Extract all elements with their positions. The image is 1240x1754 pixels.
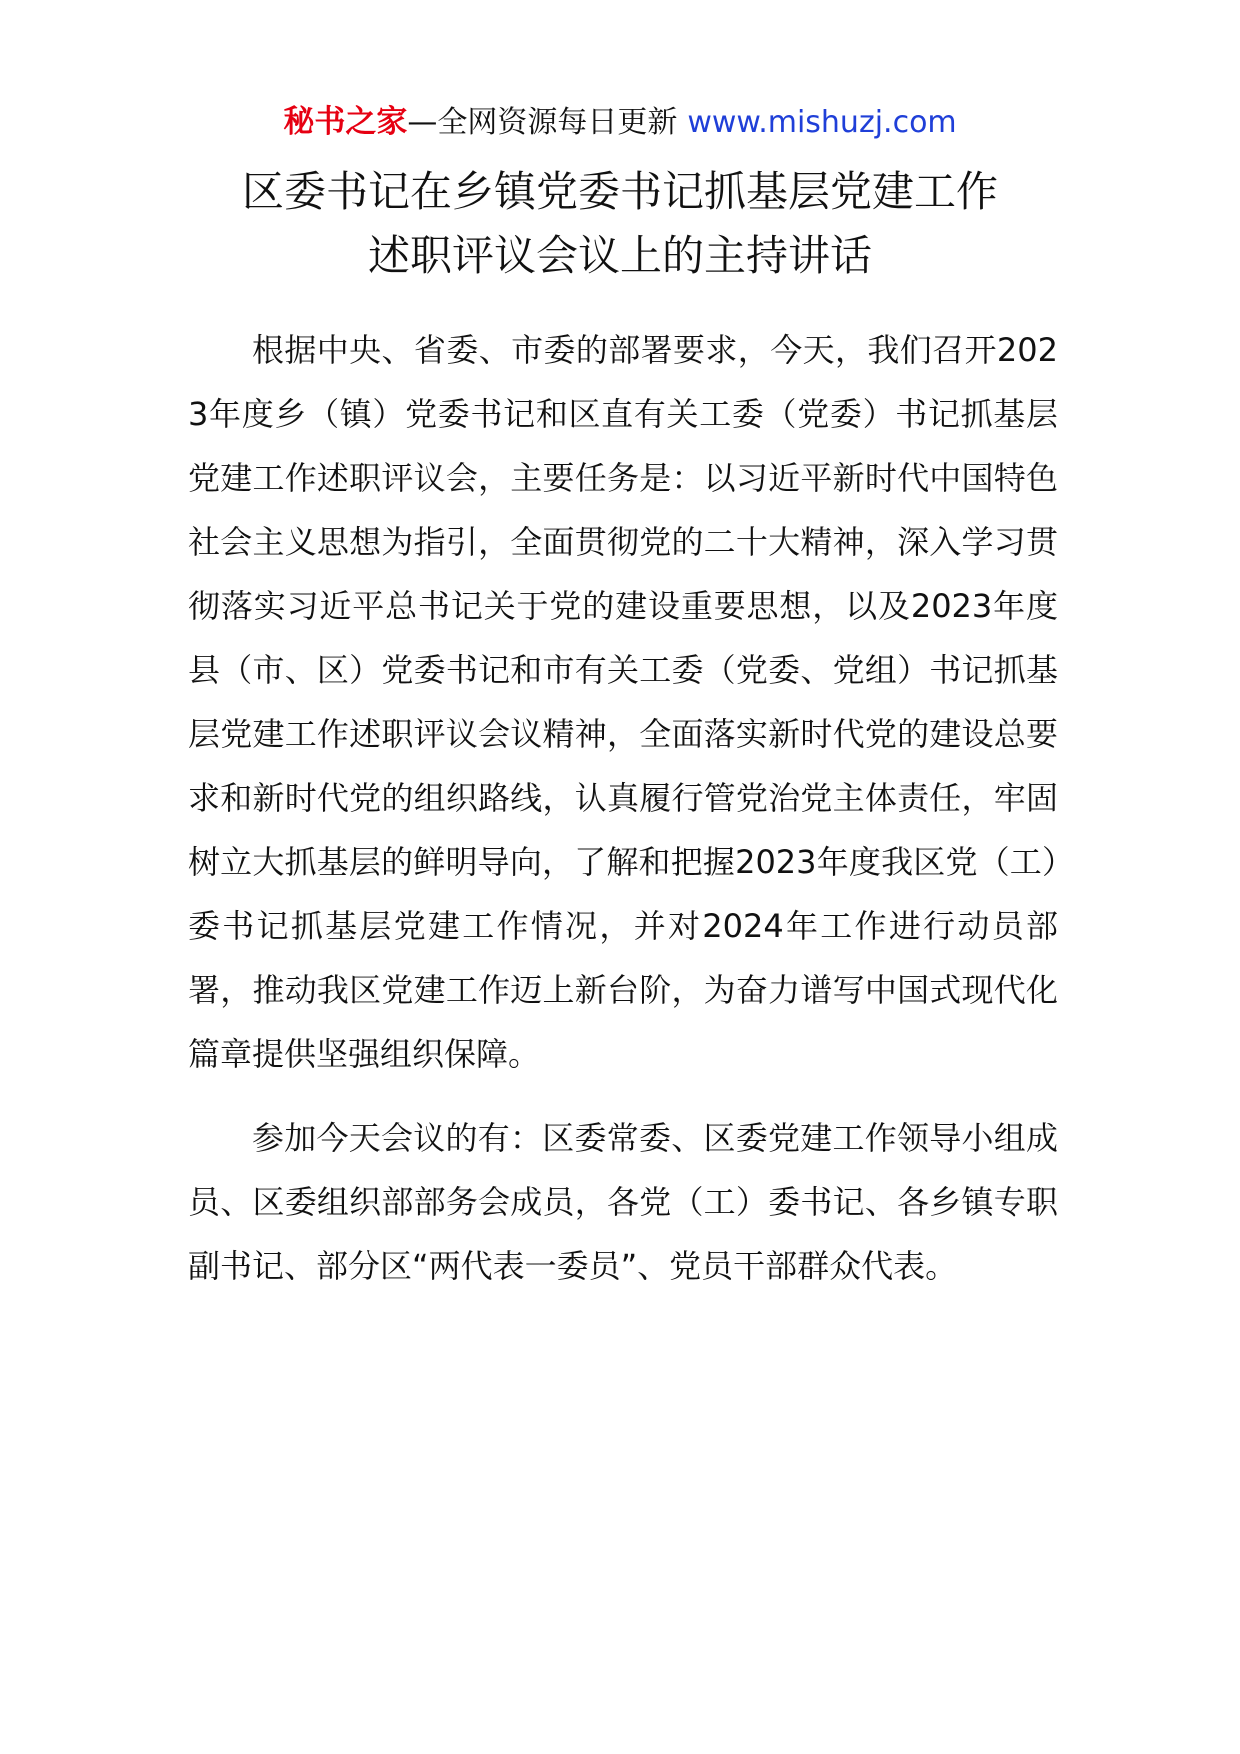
- title-line-2: 述职评议会议上的主持讲话: [367, 231, 872, 280]
- document-body: [188, 318, 1058, 1298]
- site-header: [0, 100, 1240, 145]
- document-title: [0, 160, 1240, 288]
- site-tagline: —全网资源每日更新: [407, 105, 678, 140]
- title-line-1: 区委书记在乡镇党委书记抓基层党建工作: [241, 167, 998, 216]
- body-paragraph-2: 参加今天会议的有：区委常委、区委党建工作领导小组成员、区委组织部部务会成员，各党（工）委书记、各乡镇专职副书记、部分区“两代表一委员”、党员干部群众代表。: [188, 1119, 1058, 1285]
- brand-name: 秘书之家: [283, 104, 408, 140]
- site-url-link[interactable]: www.mishuzj.com: [687, 105, 957, 140]
- body-paragraph-1: 根据中央、省委、市委的部署要求，今天，我们召开2023年度乡（镇）党委书记和区直有关工委（党委）书记抓基层党建工作述职评议会，主要任务是：以习近平新时代中国特色社会主义思想为指引，全面贯彻党的二十大精神，深入学习贯彻落实习近平总书记关于党的建设重要思想，以及2023年度县（市、区）党委书记和市有关工委（党委、党组）书记抓基层党建工作述职评议会议精神，全面落实新时代党的建设总要求和新时代党的组织路线，认真履行管党治党主体责任，牢固树立大抓基层的鲜明导向，了解和把握2023年度我区党（工）委书记抓基层党建工作情况，并对2024年工作进行动员部署，推动我区党建工作迈上新台阶，为奋力谱写中国式现代化篇章提供坚强组织保障。: [188, 331, 1058, 1073]
